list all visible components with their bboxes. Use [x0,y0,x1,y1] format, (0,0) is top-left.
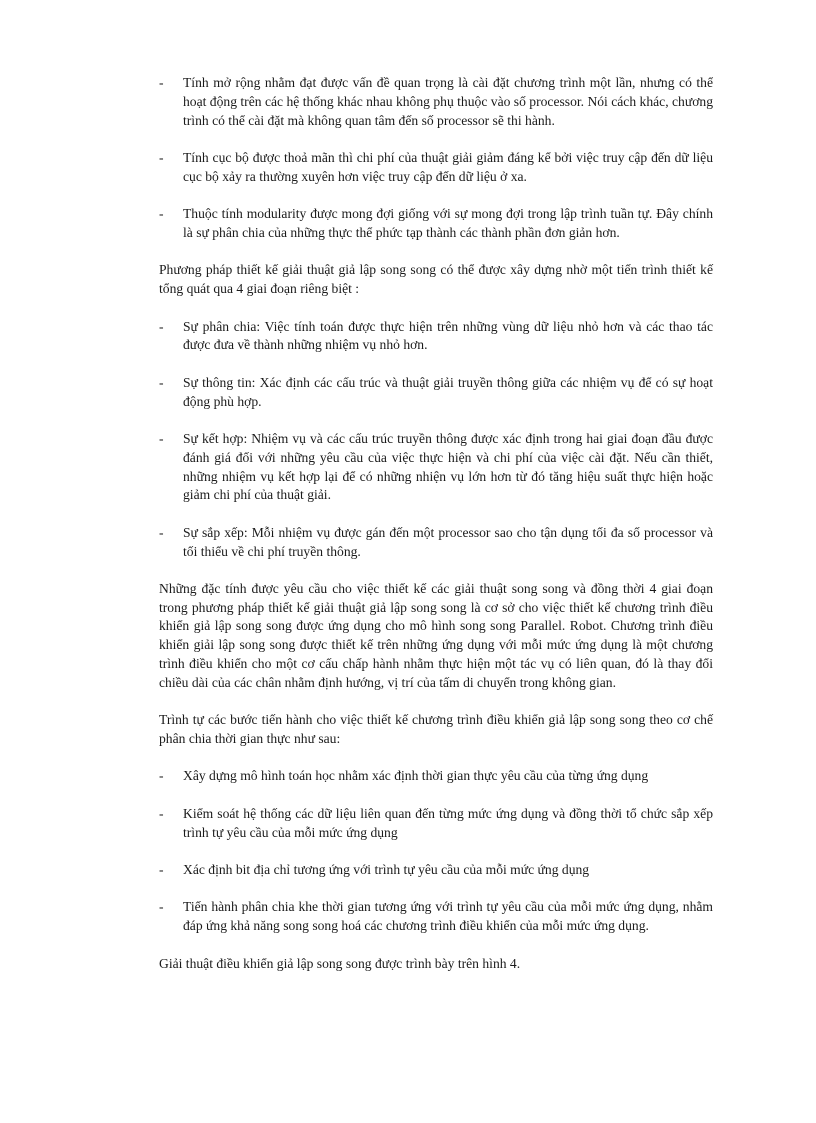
list-item-text: Sự sắp xếp: Mỗi nhiệm vụ được gán đến một processor sao cho tận dụng tối đa số processor và tối thiểu về chi phí truyền thông. [183,524,713,559]
list-item-text: Kiểm soát hệ thống các dữ liệu liên quan đến từng mức ứng dụng và đồng thời tổ chức sắp xếp trình tự yêu cầu của mỗi mức ứng dụng [183,805,713,840]
list-item-text: Xây dựng mô hình toán học nhằm xác định thời gian thực yêu cầu của từng ứng dụng [183,768,649,784]
paragraph-design-method: Phương pháp thiết kế giải thuật giả lập song song có thể được xây dựng nhờ một tiến trình thiết kế tổng quát qua 4 giai đoạn riêng biệt : [159,262,713,297]
bullet-dash: - [159,374,164,390]
bullet-dash: - [159,768,164,784]
bullet-dash: - [159,805,164,821]
paragraph-characteristics: Những đặc tính được yêu cầu cho việc thiết kế các giải thuật song song và đồng thời 4 giai đoạn trong phương pháp thiết kế giải thuật giả lập song song là cơ sở cho việc thiết kế chương trình điều khiển giả lập song song được ứng dụng cho mô hình song song Parallel. Robot. Chương trình điều khiển giải lập song song được thiết kế trên những ứng dụng với mỗi mức ứng dụng là một chương trình điều khiển cho một cơ cấu chấp hành nhằm thực hiện một tác vụ có liên quan, đó là thay đổi chiều dài của các chân nhằm định hướng, vị trí của tấm di chuyển trong không gian. [159,580,713,690]
bullet-dash: - [159,862,164,878]
list-item-text: Sự thông tin: Xác định các cấu trúc và thuật giải truyền thông giữa các nhiệm vụ để có sự hoạt động phù hợp. [183,374,713,409]
list-item-text: Xác định bit địa chỉ tương ứng với trình tự yêu cầu của mỗi mức ứng dụng [183,862,590,878]
list-item [159,767,713,786]
list-item-text: Sự phân chia: Việc tính toán được thực hiện trên những vùng dữ liệu nhỏ hơn và các thao tác được đưa về thành những nhiệm vụ nhỏ hơn. [183,318,713,353]
list-item [159,205,713,243]
list-item [159,861,713,880]
paragraph-conclusion: Giải thuật điều khiển giả lập song song được trình bày trên hình 4. [159,955,521,971]
document-page [159,74,713,992]
list-item-text: Tính mở rộng nhằm đạt được vấn đề quan trọng là cài đặt chương trình một lần, nhưng có thể hoạt động trên các hệ thống khác nhau không phụ thuộc vào số processor. Nói cách khác, chương trình có thể cài đặt mà không quan tâm đến số processor sẽ thi hành. [183,75,713,128]
list-item [159,149,713,187]
list-item-text: Sự kết hợp: Nhiệm vụ và các cấu trúc truyền thông được xác định trong hai giai đoạn đầu được đánh giá đối với những yêu cầu của việc thực hiện và chi phí của việc cài đặt. Nếu cần thiết, những nhiệm vụ kết hợp lại để có những nhiện vụ lớn hơn từ đó tăng hiệu suất thực hiện hoặc giảm chi phí của thuật giải. [183,430,713,503]
bullet-dash: - [159,318,164,334]
bullet-dash: - [159,149,164,165]
bullet-dash: - [159,75,164,90]
bullet-dash: - [159,430,164,446]
list-item [159,898,713,936]
list-item [159,805,713,843]
procedure-steps-list [159,767,713,936]
list-item-text: Tiến hành phân chia khe thời gian tương ứng với trình tự yêu cầu của mỗi mức ứng dụng, nhằm đáp ứng khả năng song song hoá các chương trình điều khiển của mỗi mức ứng dụng. [183,899,713,934]
list-item [159,74,713,130]
bullet-dash: - [159,206,164,222]
list-item-text: Thuộc tính modularity được mong đợi giống với sự mong đợi trong lập trình tuần tự. Đây chính là sự phân chia của những thực thể phức tạp thành các thành phần đơn giản hơn. [183,206,713,240]
bullet-dash: - [159,524,164,540]
list-item [159,318,713,356]
paragraph-procedure: Trình tự các bước tiến hành cho việc thiết kế chương trình điều khiển giả lập song song theo cơ chế phân chia thời gian thực như sau: [159,712,713,747]
list-item-text: Tính cục bộ được thoả mãn thì chi phí của thuật giải giảm đáng kể bởi việc truy cập đến dữ liệu cục bộ xảy ra thường xuyên hơn việc truy cập đến dữ liệu ở xa. [183,149,713,184]
design-stages-list [159,318,713,562]
list-item [159,430,713,505]
requirements-list [159,74,713,243]
list-item [159,374,713,412]
list-item [159,524,713,562]
bullet-dash: - [159,899,164,915]
